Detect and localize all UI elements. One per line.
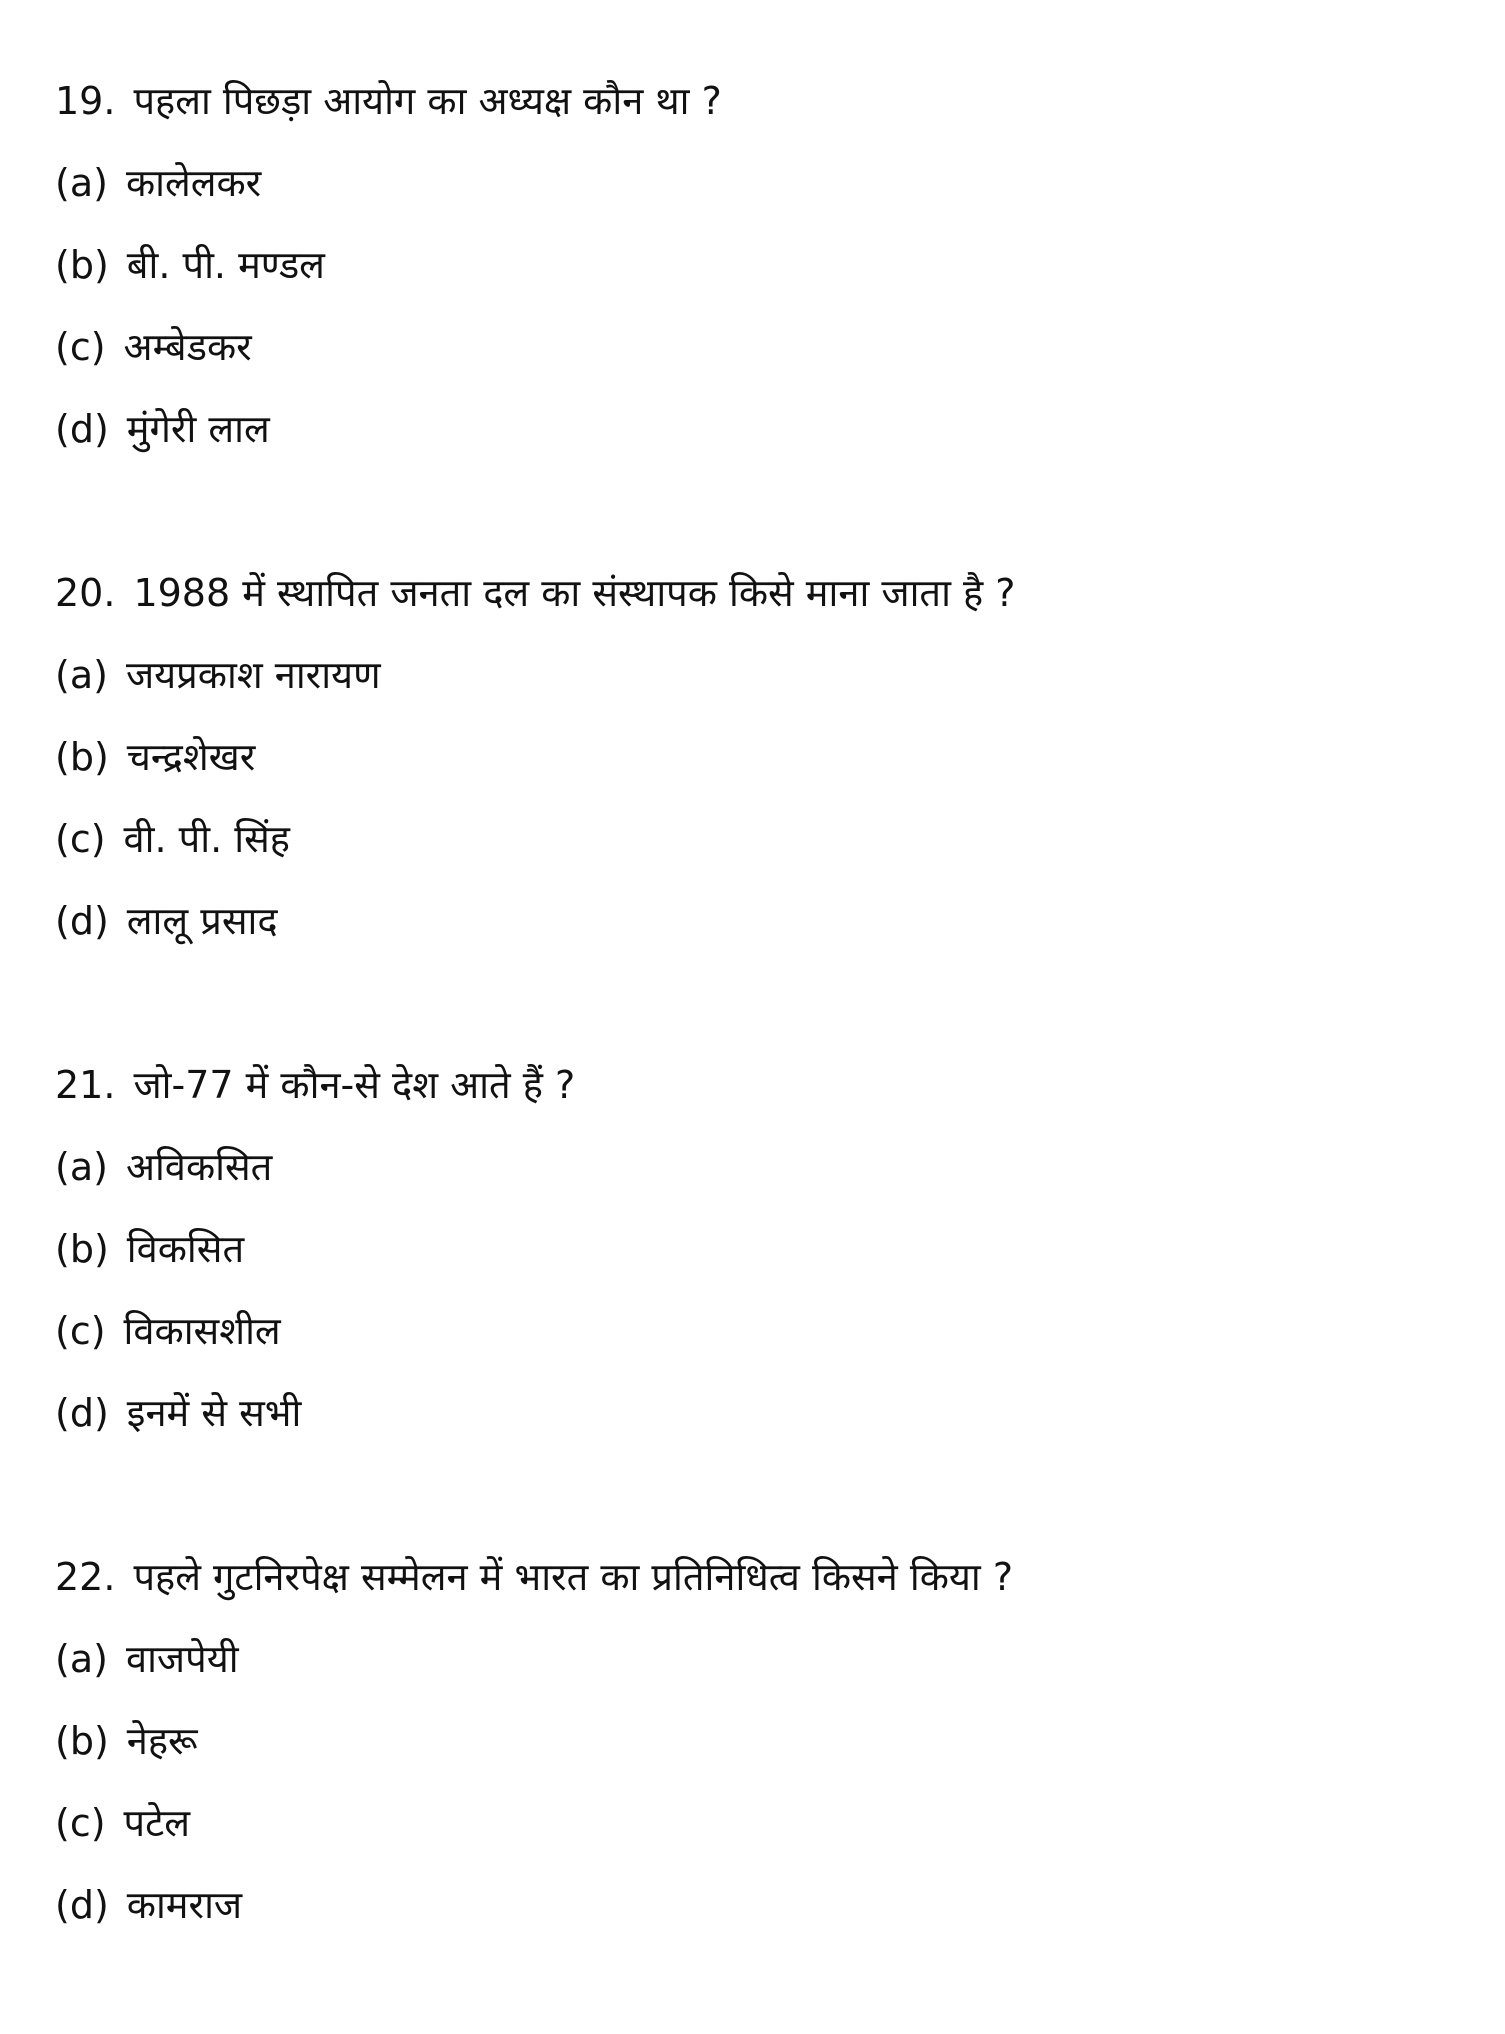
question-text: जो-77 में कौन-से देश आते हैं ? bbox=[133, 1063, 576, 1107]
question-text: पहले गुटनिरपेक्ष सम्मेलन में भारत का प्रतिनिधित्व किसने किया ? bbox=[133, 1555, 1014, 1599]
question-line bbox=[55, 1536, 1455, 1618]
option-key: (d) bbox=[55, 407, 109, 451]
option-key: (d) bbox=[55, 1391, 109, 1435]
question-line bbox=[55, 60, 1455, 142]
option-key: (d) bbox=[55, 899, 109, 943]
option-d bbox=[55, 880, 1455, 962]
option-a bbox=[55, 1618, 1455, 1700]
option-key: (c) bbox=[55, 1801, 106, 1845]
question-number: 21. bbox=[55, 1063, 116, 1107]
option-b bbox=[55, 716, 1455, 798]
option-key: (c) bbox=[55, 817, 106, 861]
question-20 bbox=[55, 552, 1455, 962]
option-text: वाजपेयी bbox=[125, 1637, 239, 1681]
question-number: 20. bbox=[55, 571, 116, 615]
option-c bbox=[55, 1290, 1455, 1372]
option-text: कामराज bbox=[126, 1883, 243, 1927]
option-text: अविकसित bbox=[125, 1145, 273, 1189]
question-number: 22. bbox=[55, 1555, 116, 1599]
option-key: (b) bbox=[55, 1719, 109, 1763]
option-key: (b) bbox=[55, 735, 109, 779]
option-b bbox=[55, 1208, 1455, 1290]
option-text: विकासशील bbox=[123, 1309, 281, 1353]
question-line bbox=[55, 1044, 1455, 1126]
option-text: चन्द्रशेखर bbox=[126, 735, 256, 779]
question-number: 19. bbox=[55, 79, 116, 123]
option-d bbox=[55, 1864, 1455, 1946]
option-key: (a) bbox=[55, 653, 108, 697]
option-a bbox=[55, 1126, 1455, 1208]
option-key: (c) bbox=[55, 325, 106, 369]
option-text: इनमें से सभी bbox=[126, 1391, 302, 1435]
option-key: (c) bbox=[55, 1309, 106, 1353]
option-key: (b) bbox=[55, 243, 109, 287]
question-line bbox=[55, 552, 1455, 634]
option-d bbox=[55, 1372, 1455, 1454]
option-a bbox=[55, 634, 1455, 716]
option-c bbox=[55, 1782, 1455, 1864]
option-text: पटेल bbox=[123, 1801, 191, 1845]
question-21 bbox=[55, 1044, 1455, 1454]
option-d bbox=[55, 388, 1455, 470]
option-text: वी. पी. सिंह bbox=[123, 817, 290, 861]
question-22 bbox=[55, 1536, 1455, 1946]
option-key: (a) bbox=[55, 1145, 108, 1189]
option-text: लालू प्रसाद bbox=[126, 899, 278, 943]
option-key: (b) bbox=[55, 1227, 109, 1271]
option-text: विकसित bbox=[126, 1227, 245, 1271]
question-19 bbox=[55, 60, 1455, 470]
question-text: 1988 में स्थापित जनता दल का संस्थापक किसे माना जाता है ? bbox=[133, 571, 1016, 615]
option-text: नेहरू bbox=[126, 1719, 198, 1763]
option-key: (a) bbox=[55, 161, 108, 205]
option-a bbox=[55, 142, 1455, 224]
option-c bbox=[55, 798, 1455, 880]
option-c bbox=[55, 306, 1455, 388]
question-text: पहला पिछड़ा आयोग का अध्यक्ष कौन था ? bbox=[133, 79, 722, 123]
option-text: अम्बेडकर bbox=[123, 325, 252, 369]
option-b bbox=[55, 1700, 1455, 1782]
option-key: (a) bbox=[55, 1637, 108, 1681]
option-text: कालेलकर bbox=[125, 161, 262, 205]
option-text: जयप्रकाश नारायण bbox=[125, 653, 381, 697]
option-b bbox=[55, 224, 1455, 306]
option-text: मुंगेरी लाल bbox=[126, 407, 270, 451]
option-key: (d) bbox=[55, 1883, 109, 1927]
option-text: बी. पी. मण्डल bbox=[126, 243, 325, 287]
